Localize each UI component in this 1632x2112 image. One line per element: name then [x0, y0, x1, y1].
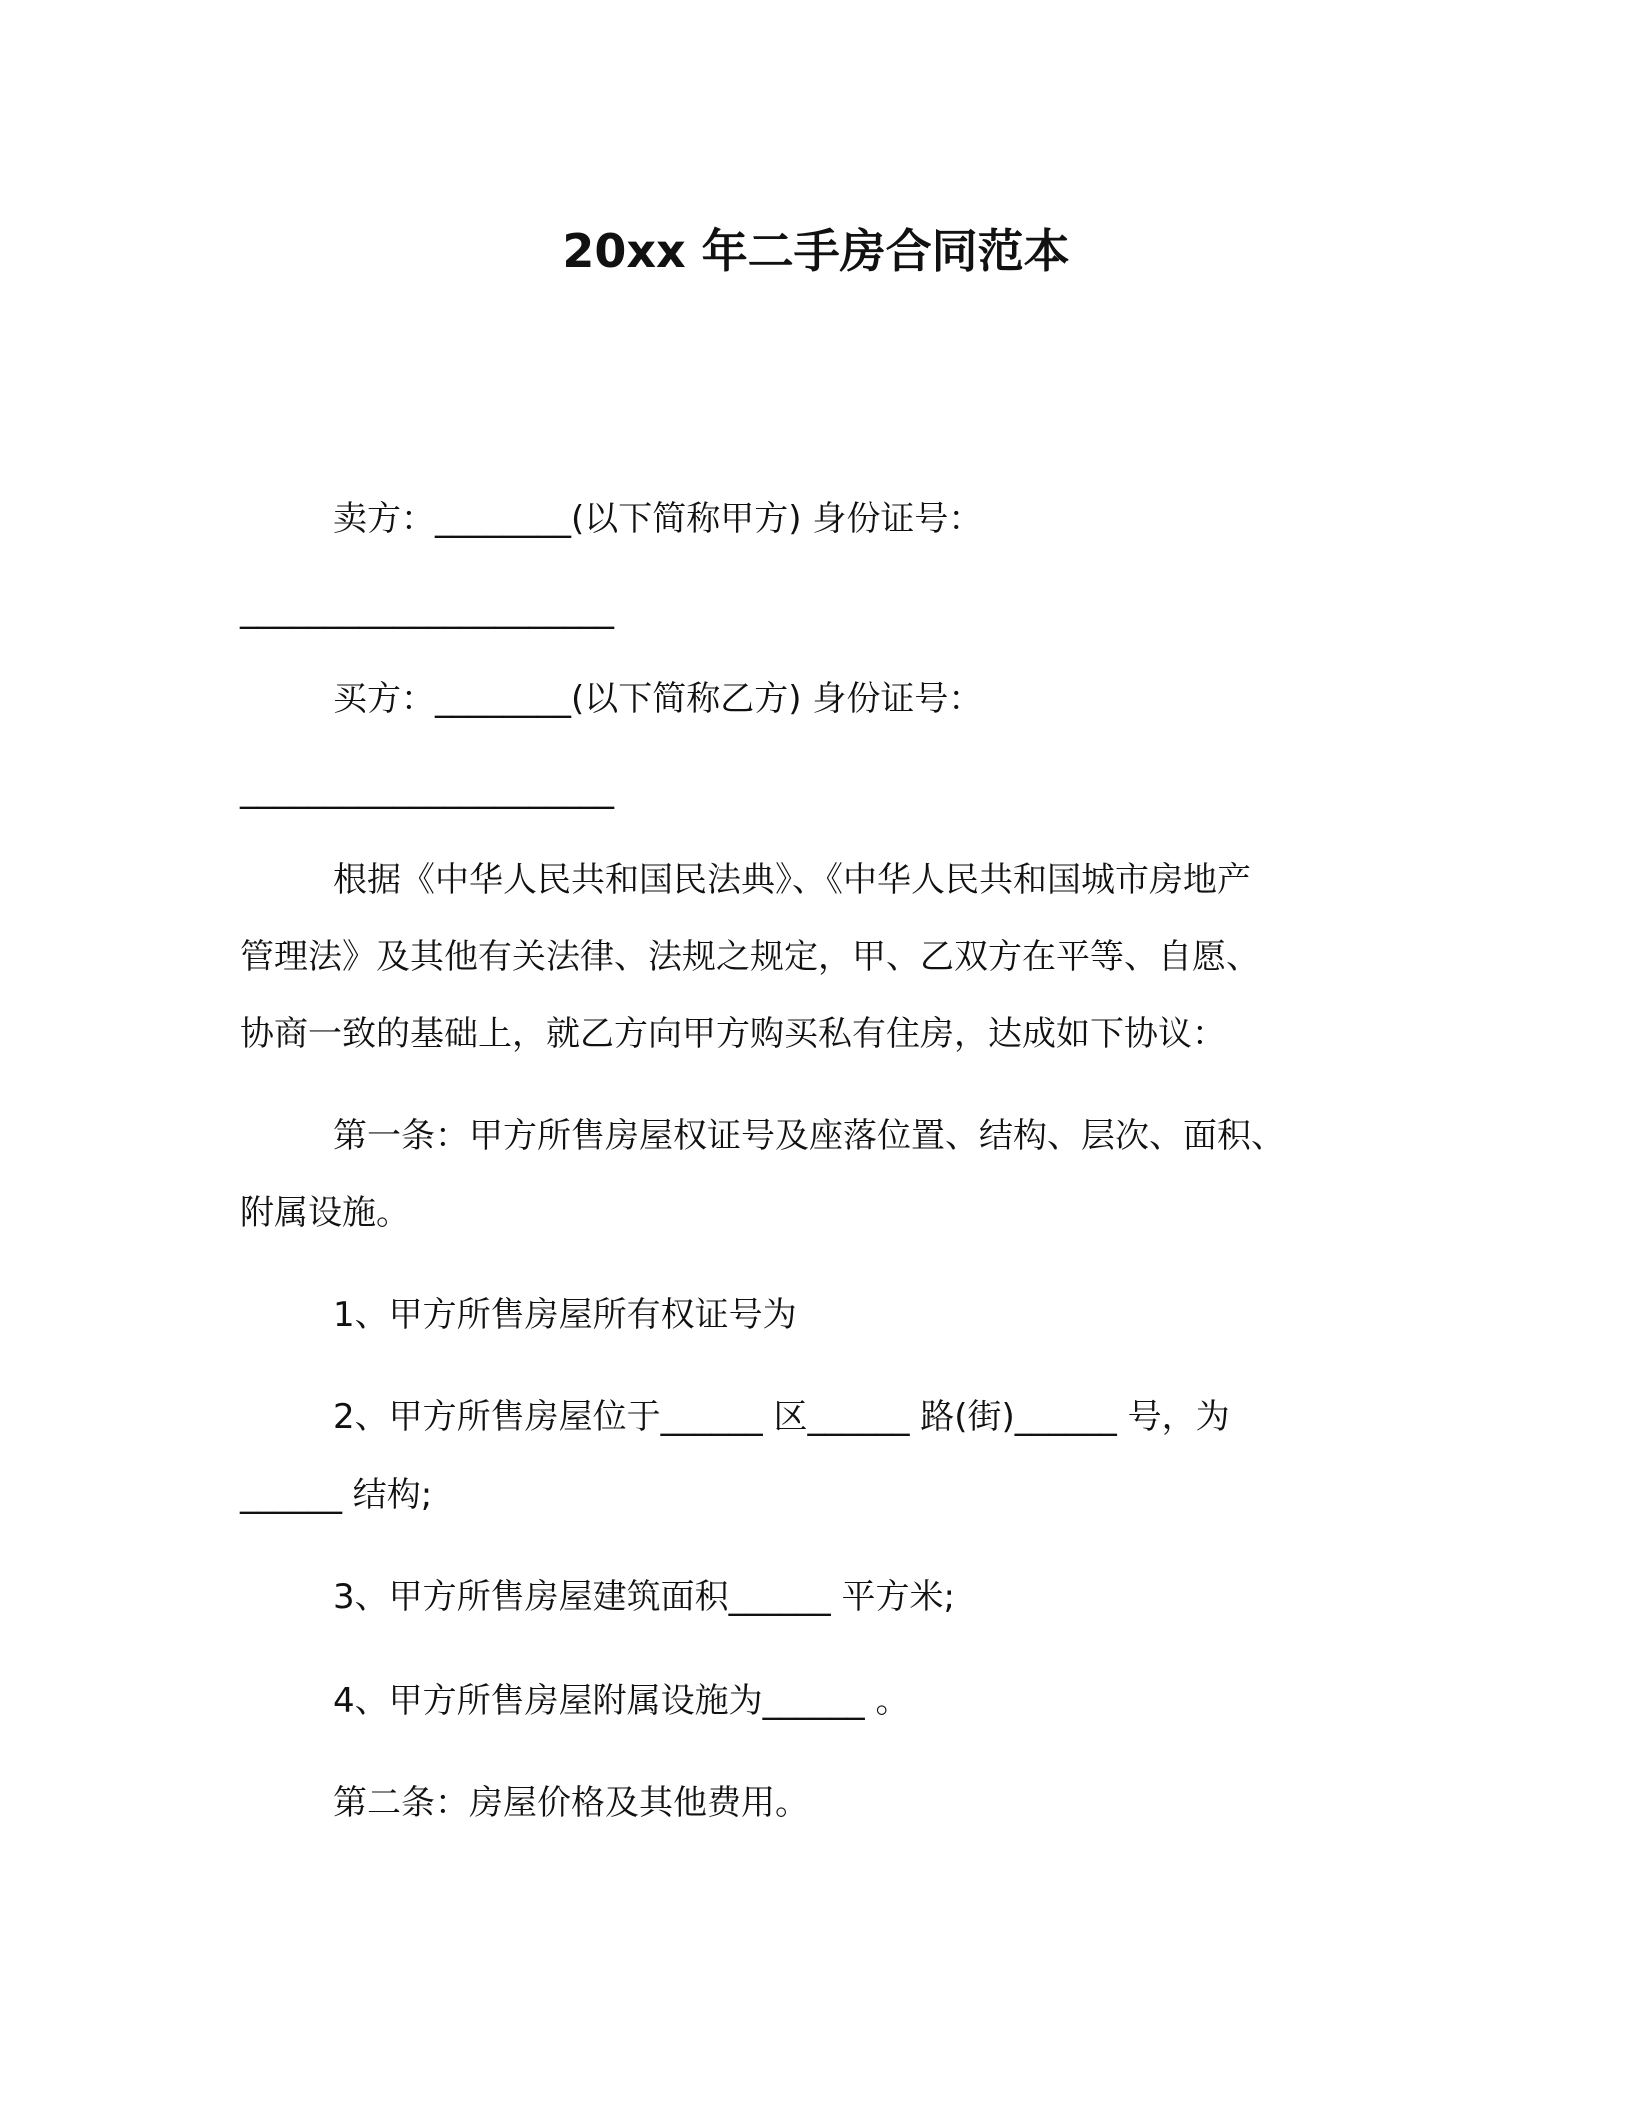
basis-line-1: 根据《中华人民共和国民法典》、《中华人民共和国城市房地产 — [333, 860, 1251, 900]
document-title: 20xx 年二手房合同范本 — [562, 224, 1070, 278]
item-1: 1、甲方所售房屋所有权证号为 — [333, 1295, 797, 1335]
item-4: 4、甲方所售房屋附属设施为______ 。 — [333, 1681, 910, 1721]
seller-line: 卖方：________(以下简称甲方) 身份证号： — [333, 499, 983, 539]
buyer-id-blank: ______________________ — [240, 770, 614, 810]
basis-line-3: 协商一致的基础上，就乙方向甲方购买私有住房，达成如下协议： — [240, 1014, 1226, 1054]
item-3: 3、甲方所售房屋建筑面积______ 平方米; — [333, 1577, 955, 1617]
article2-heading: 第二条：房屋价格及其他费用。 — [333, 1783, 809, 1823]
basis-line-2: 管理法》及其他有关法律、法规之规定，甲、乙双方在平等、自愿、 — [240, 937, 1260, 977]
item-2-line-2: ______ 结构; — [240, 1475, 433, 1515]
seller-id-blank: ______________________ — [240, 590, 614, 630]
article1-line-2: 附属设施。 — [240, 1193, 410, 1233]
article1-line-1: 第一条：甲方所售房屋权证号及座落位置、结构、层次、面积、 — [333, 1116, 1285, 1156]
item-2-line-1: 2、甲方所售房屋位于______ 区______ 路(街)______ 号，为 — [333, 1397, 1230, 1437]
buyer-line: 买方：________(以下简称乙方) 身份证号： — [333, 679, 983, 719]
